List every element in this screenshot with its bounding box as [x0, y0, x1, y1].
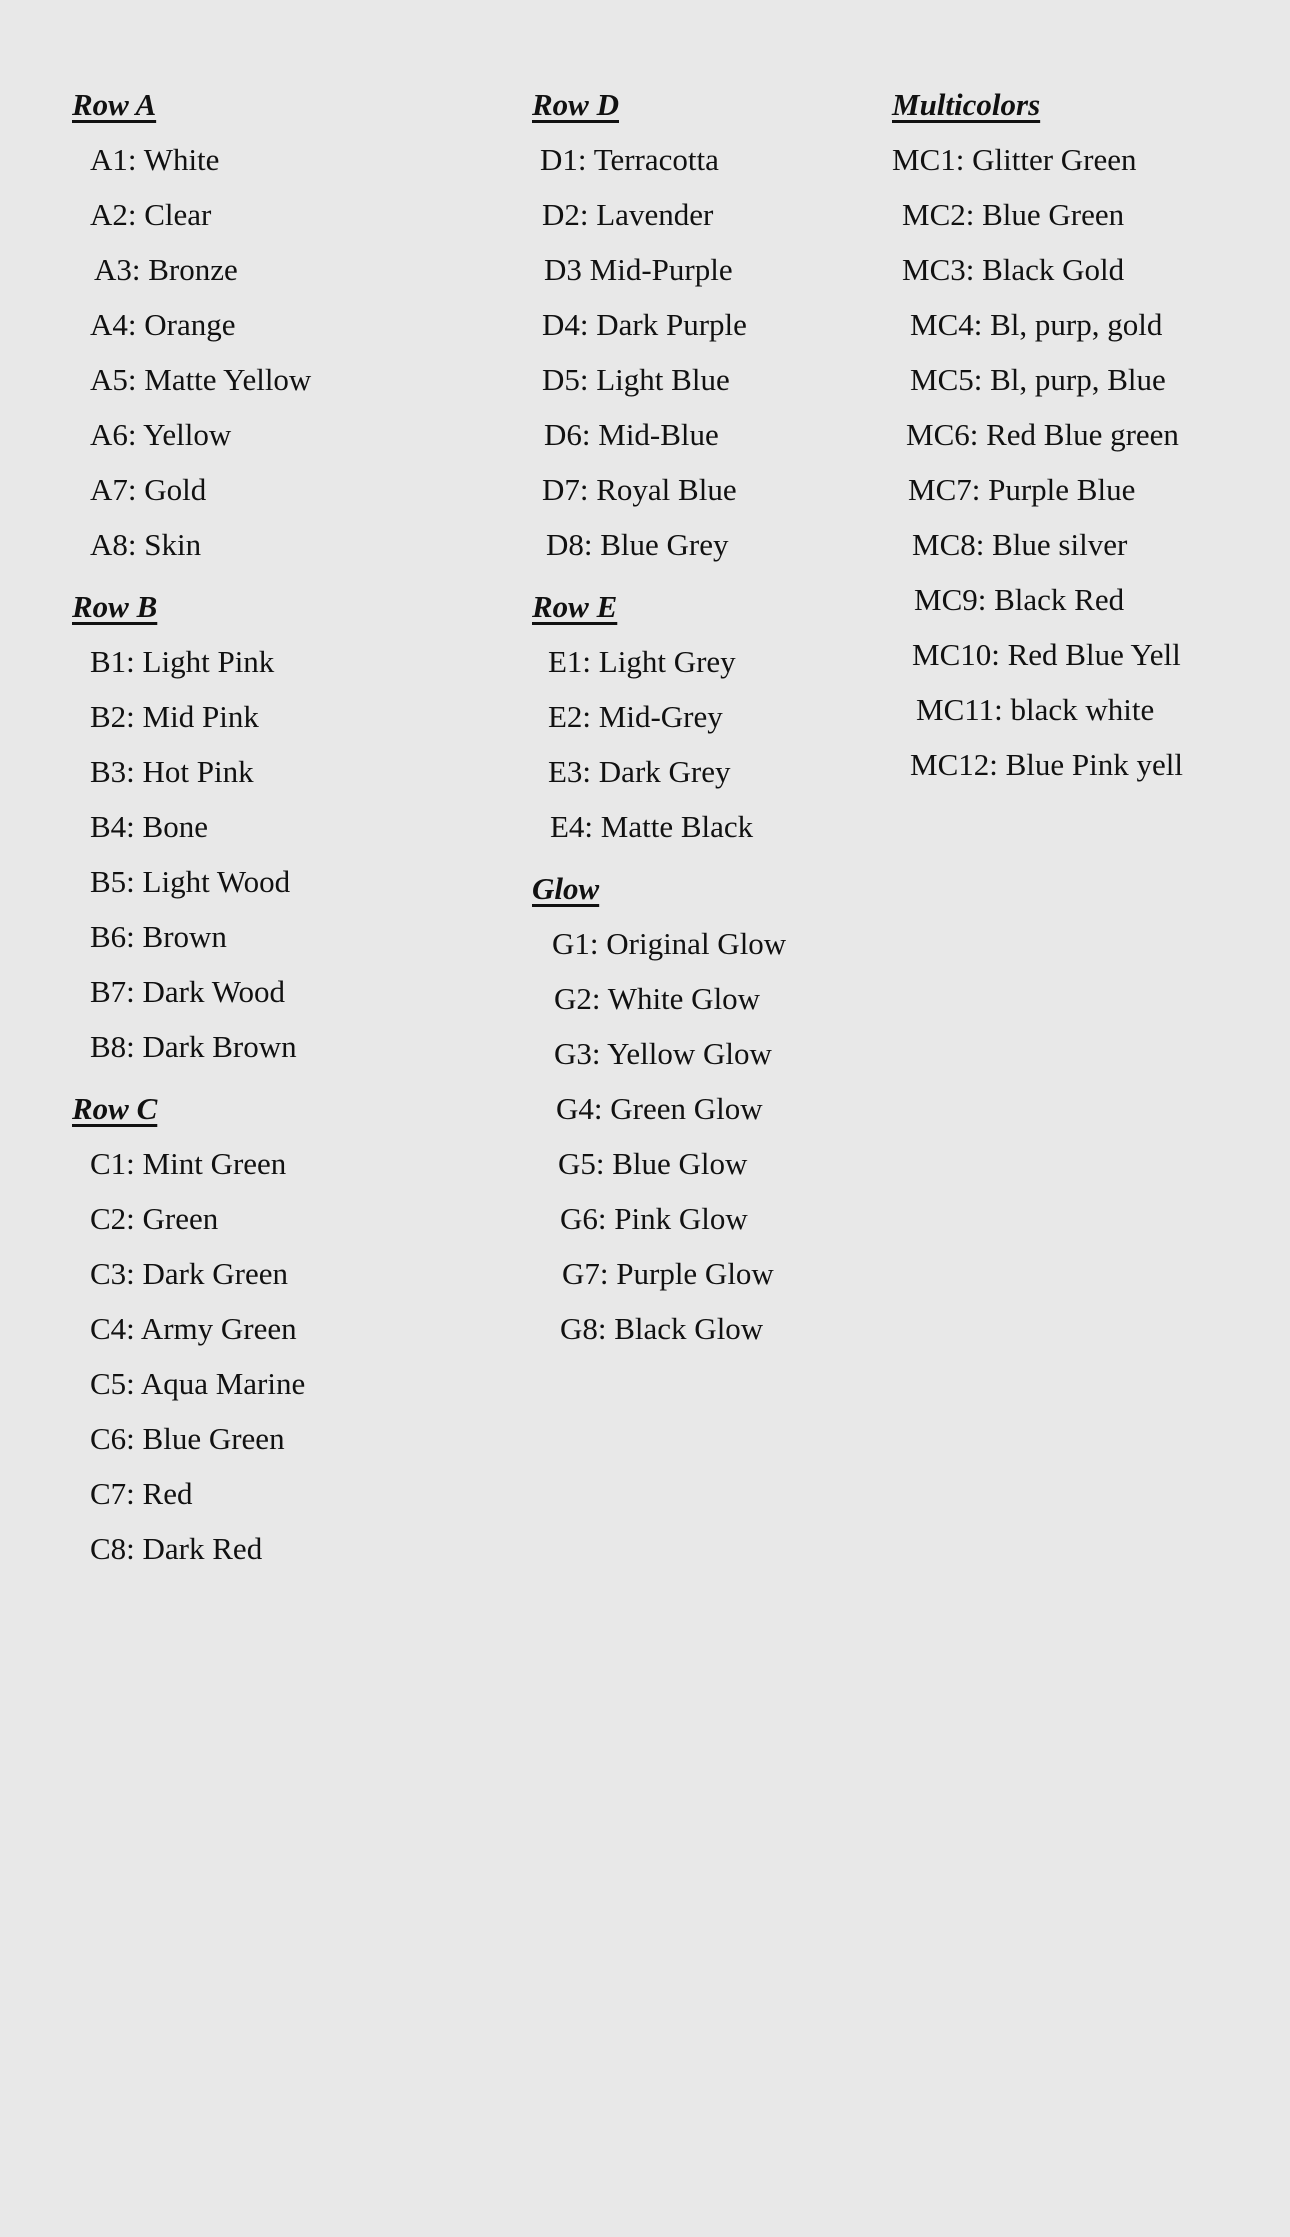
color-entry: D8: Blue Grey: [546, 527, 729, 562]
group-glow: [532, 842, 892, 1344]
list-item: [72, 1124, 532, 1179]
color-entry: MC10: Red Blue Yell: [912, 637, 1181, 672]
list-item: [532, 1014, 892, 1069]
list-item: [532, 732, 892, 787]
group-title-slot: [72, 58, 532, 120]
color-entry: G4: Green Glow: [556, 1091, 763, 1126]
list-item: [72, 952, 532, 1007]
color-entry: MC9: Black Red: [914, 582, 1125, 617]
color-entry: MC5: Bl, purp, Blue: [910, 362, 1166, 397]
list-item: [532, 285, 892, 340]
group-heading: Row E: [532, 589, 618, 624]
color-entry: C6: Blue Green: [90, 1421, 285, 1456]
group-title-slot: [532, 842, 892, 904]
list-item: [892, 725, 1272, 780]
color-entry: D4: Dark Purple: [542, 307, 747, 342]
list-item: [892, 670, 1272, 725]
column-3: [892, 58, 1272, 780]
list-item: [532, 959, 892, 1014]
list-item: [532, 230, 892, 285]
group-title-slot: [892, 58, 1272, 120]
group-row-c: [72, 1062, 532, 1564]
color-entry: A1: White: [90, 142, 220, 177]
color-entry: MC11: black white: [916, 692, 1155, 727]
color-entry: A7: Gold: [90, 472, 207, 507]
color-entry: C7: Red: [90, 1476, 193, 1511]
color-entry: MC4: Bl, purp, gold: [910, 307, 1163, 342]
color-entry: MC6: Red Blue green: [906, 417, 1179, 452]
group-heading: Glow: [532, 871, 600, 906]
list-item: [532, 1289, 892, 1344]
list-item: [532, 677, 892, 732]
color-entry: E2: Mid-Grey: [548, 699, 723, 734]
list-item: [892, 615, 1272, 670]
list-item: [72, 1344, 532, 1399]
list-item: [892, 285, 1272, 340]
color-entry: C4: Army Green: [90, 1311, 297, 1346]
color-entry: MC1: Glitter Green: [892, 142, 1137, 177]
color-entry: A5: Matte Yellow: [90, 362, 312, 397]
group-row-d: [532, 58, 892, 560]
color-entry: B8: Dark Brown: [90, 1029, 297, 1064]
list-item: [72, 340, 532, 395]
color-entry: E1: Light Grey: [548, 644, 736, 679]
list-item: [72, 897, 532, 952]
list-item: [72, 1399, 532, 1454]
list-item: [72, 505, 532, 560]
list-item: [72, 1007, 532, 1062]
list-item: [892, 230, 1272, 285]
color-entry: A2: Clear: [90, 197, 212, 232]
group-title-slot: [532, 560, 892, 622]
list-item: [532, 904, 892, 959]
list-item: [532, 1069, 892, 1124]
list-item: [532, 505, 892, 560]
color-entry: MC2: Blue Green: [902, 197, 1125, 232]
color-entry: MC3: Black Gold: [902, 252, 1125, 287]
column-1: [72, 58, 532, 1564]
list-item: [892, 395, 1272, 450]
list-item: [72, 732, 532, 787]
color-entry: E3: Dark Grey: [548, 754, 731, 789]
list-item: [72, 1509, 532, 1564]
list-item: [532, 120, 892, 175]
color-entry: A4: Orange: [90, 307, 236, 342]
color-entry: D1: Terracotta: [540, 142, 719, 177]
color-entry: A3: Bronze: [94, 252, 238, 287]
color-entry: D6: Mid-Blue: [544, 417, 719, 452]
list-item: [72, 1289, 532, 1344]
color-entry: MC12: Blue Pink yell: [910, 747, 1183, 782]
list-item: [532, 395, 892, 450]
color-entry: C8: Dark Red: [90, 1531, 263, 1566]
list-item: [72, 450, 532, 505]
list-item: [532, 622, 892, 677]
group-heading: Row D: [532, 87, 619, 122]
list-item: [892, 450, 1272, 505]
color-entry: G8: Black Glow: [560, 1311, 764, 1346]
list-item: [72, 677, 532, 732]
group-row-a: [72, 58, 532, 560]
list-item: [532, 450, 892, 505]
list-item: [72, 1454, 532, 1509]
list-item: [532, 340, 892, 395]
group-row-b: [72, 560, 532, 1062]
list-item: [532, 1179, 892, 1234]
group-title-slot: [72, 1062, 532, 1124]
group-heading: Row B: [72, 589, 158, 624]
group-heading: Row A: [72, 87, 157, 122]
list-item: [72, 230, 532, 285]
color-entry: B3: Hot Pink: [90, 754, 254, 789]
list-item: [72, 842, 532, 897]
group-title-slot: [72, 560, 532, 622]
color-entry: B7: Dark Wood: [90, 974, 285, 1009]
group-multicolors: [892, 58, 1272, 780]
list-item: [72, 1234, 532, 1289]
color-entry: A8: Skin: [90, 527, 202, 562]
color-entry: D3 Mid-Purple: [544, 252, 733, 287]
color-entry: C2: Green: [90, 1201, 219, 1236]
color-entry: B4: Bone: [90, 809, 208, 844]
column-2: [532, 58, 892, 1344]
color-entry: D2: Lavender: [542, 197, 714, 232]
list-item: [532, 787, 892, 842]
color-entry: B5: Light Wood: [90, 864, 291, 899]
color-entry: G7: Purple Glow: [562, 1256, 774, 1291]
color-entry: G5: Blue Glow: [558, 1146, 748, 1181]
color-entry: B1: Light Pink: [90, 644, 275, 679]
list-item: [72, 285, 532, 340]
color-entry: D7: Royal Blue: [542, 472, 737, 507]
color-entry: G3: Yellow Glow: [554, 1036, 772, 1071]
color-entry: B2: Mid Pink: [90, 699, 259, 734]
list-item: [72, 120, 532, 175]
color-entry: A6: Yellow: [90, 417, 232, 452]
group-heading: Row C: [72, 1091, 158, 1126]
list-item: [892, 175, 1272, 230]
group-row-e: [532, 560, 892, 842]
color-entry: C3: Dark Green: [90, 1256, 288, 1291]
list-item: [72, 787, 532, 842]
color-entry: MC7: Purple Blue: [908, 472, 1136, 507]
list-item: [532, 1124, 892, 1179]
list-item: [892, 340, 1272, 395]
color-entry: MC8: Blue silver: [912, 527, 1128, 562]
list-item: [72, 1179, 532, 1234]
list-item: [72, 395, 532, 450]
color-entry: G2: White Glow: [554, 981, 761, 1016]
color-entry: E4: Matte Black: [550, 809, 754, 844]
color-entry: G6: Pink Glow: [560, 1201, 748, 1236]
group-heading: Multicolors: [892, 87, 1041, 122]
color-entry: C5: Aqua Marine: [90, 1366, 306, 1401]
group-title-slot: [532, 58, 892, 120]
color-entry: D5: Light Blue: [542, 362, 730, 397]
list-item: [532, 1234, 892, 1289]
list-item: [72, 622, 532, 677]
list-item: [532, 175, 892, 230]
color-entry: B6: Brown: [90, 919, 227, 954]
color-entry: G1: Original Glow: [552, 926, 787, 961]
list-item: [72, 175, 532, 230]
color-entry: C1: Mint Green: [90, 1146, 287, 1181]
list-item: [892, 505, 1272, 560]
list-item: [892, 560, 1272, 615]
list-item: [892, 120, 1272, 175]
